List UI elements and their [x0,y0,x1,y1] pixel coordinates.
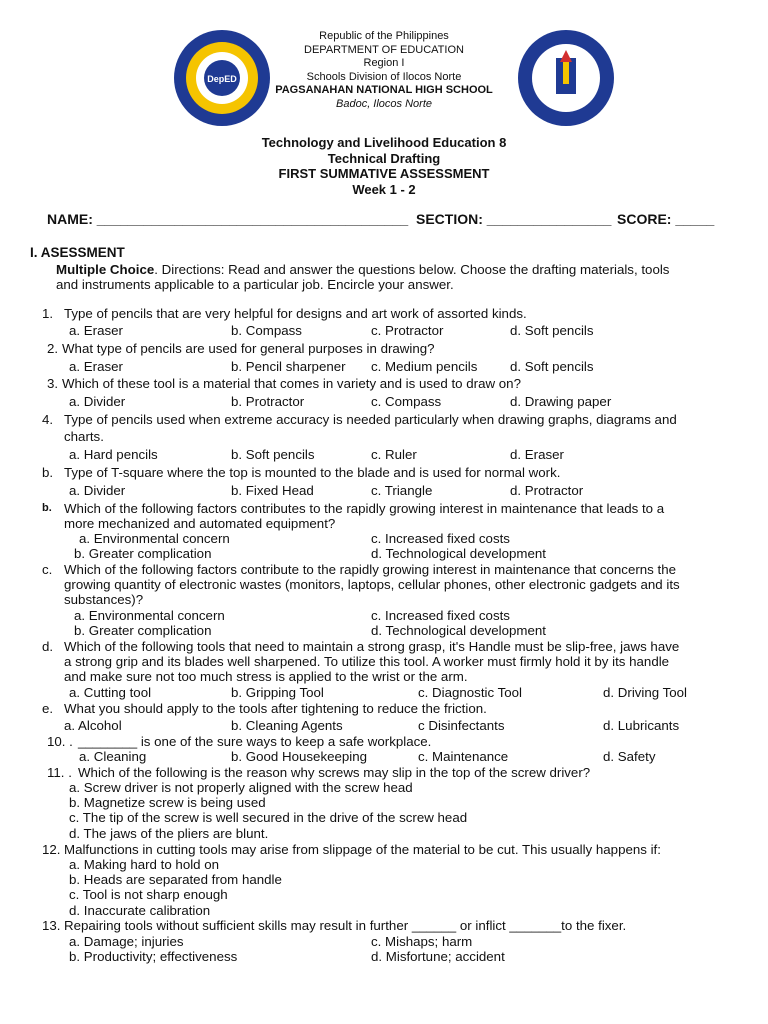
option: a. Divider [69,483,126,498]
directions-line-2: and instruments applicable to a particular job. Encircle your answer. [56,277,454,292]
question-number: b. [42,502,52,514]
letterhead [0,28,768,128]
question-text: Malfunctions in cutting tools may arise from slippage of the material to be cut. This usually happens if: [64,842,661,857]
option: c. Compass [371,394,442,409]
option: d. Safety [603,749,656,764]
directions-line-1 [56,262,669,277]
option: d. The jaws of the pliers are blunt. [69,826,269,841]
subject-title: Technology and Livelihood Education 8 [261,135,507,150]
option: b. Productivity; effectiveness [69,949,238,964]
option: c. Ruler [371,447,417,462]
option: d. Lubricants [603,718,680,733]
department-line: DEPARTMENT OF EDUCATION [304,43,464,56]
question-text: and make sure not too much stress is applied to the wrist or the arm. [64,669,468,684]
question-text: more mechanized and automated equipment? [64,516,336,531]
option: a. Hard pencils [69,447,158,462]
directions-text: . Directions: Read and answer the questions below. Choose the drafting materials, tools [154,262,670,277]
section-field: SECTION: ________________ [416,211,612,227]
week-title: Week 1 - 2 [352,181,416,197]
section-title: I. ASESSMENT [30,245,125,260]
question-text: Type of pencils used when extreme accuracy is needed particularly when drawing graphs, diagrams and [64,412,677,427]
agency-block [0,30,768,112]
option: c. Increased fixed costs [371,608,510,623]
question-number: 12. [42,842,61,857]
score-field: SCORE: _____ [617,211,715,227]
question-text: Type of pencils that are very helpful for designs and art work of assorted kinds. [64,306,527,321]
question-text: growing quantity of electronic wastes (monitors, laptops, cellular phones, other electronic gadgets and its [64,577,680,592]
question-number: 2. [47,341,59,356]
option: b. Pencil sharpener [231,359,346,374]
question-number: 1. [42,306,54,321]
option: a. Environmental concern [79,531,230,546]
option: d. Drawing paper [510,394,612,409]
question-text: ________ is one of the sure ways to keep a safe workplace. [78,734,432,749]
directions-lead: Multiple Choice [56,262,155,277]
question-number: e. [42,701,54,716]
republic-line: Republic of the Philippines [319,30,449,42]
option: a. Damage; injuries [69,934,184,949]
option: b. Gripping Tool [231,685,324,700]
name-field: NAME: ________________________________________ [47,211,409,227]
question-number: 10. . [47,734,73,749]
option: c. Triangle [371,483,433,498]
option: a. Cutting tool [69,685,152,700]
option: c. Mishaps; harm [371,934,473,949]
division-line: Schools Division of Ilocos Norte [306,70,462,83]
question-text: Which of these tool is a material that comes in variety and is used to draw on? [62,376,521,391]
title-block [0,135,768,197]
question-text: What you should apply to the tools after tightening to reduce the friction. [64,701,487,716]
option: d. Eraser [510,447,564,462]
question-text: Repairing tools without sufficient skills may result in further ______ or inflict _______to the fixer. [64,918,627,933]
school-seal-center: DepED [207,74,237,84]
question-number: 13. [42,918,61,933]
option: a. Making hard to hold on [69,857,220,872]
question-text: Which of the following tools that need to maintain a strong grasp, it's Handle must be slip-free, jaws have [64,639,680,654]
question-text: a strong grip and its blades well sharpened. To utilize this tool. A worker must firmly hold it by its handle [64,654,670,669]
option: c. Maintenance [418,749,509,764]
option: b. Greater complication [74,546,212,561]
option: c. Diagnostic Tool [418,685,522,700]
option: b. Soft pencils [231,447,315,462]
option: b. Protractor [231,394,305,409]
option: a. Environmental concern [74,608,225,623]
option: d. Soft pencils [510,359,594,374]
option: d. Misfortune; accident [371,949,505,964]
school-location: Badoc, Ilocos Norte [336,97,432,110]
option: c. Protractor [371,323,444,338]
option: c. Increased fixed costs [371,531,510,546]
option: d. Protractor [510,483,584,498]
option: a. Eraser [69,323,123,338]
school-name: PAGSANAHAN NATIONAL HIGH SCHOOL [275,84,493,97]
question-number: b. [42,465,54,480]
option: c. Medium pencils [371,359,478,374]
option: a. Eraser [69,359,123,374]
option: b. Fixed Head [231,483,314,498]
deped-seal-icon [516,28,616,128]
option: b. Heads are separated from handle [69,872,282,887]
question-number: c. [42,562,53,577]
option: d. Driving Tool [603,685,688,700]
question-number: d. [42,639,54,654]
option: c. The tip of the screw is well secured in the drive of the screw head [69,810,468,825]
option: d. Soft pencils [510,323,594,338]
question-text: substances)? [64,592,144,607]
option: a. Alcohol [64,718,122,733]
option: c Disinfectants [418,718,505,733]
question-number: 3. [47,376,59,391]
option: b. Good Housekeeping [231,749,368,764]
option: b. Magnetize screw is being used [69,795,266,810]
question-text: charts. [64,429,104,444]
option: d. Technological development [371,623,546,638]
option: b. Greater complication [74,623,212,638]
option: c. Tool is not sharp enough [69,887,228,902]
option: d. Inaccurate calibration [69,903,211,918]
option: a. Screw driver is not properly aligned with the screw head [69,780,413,795]
region-line: Region I [363,57,405,70]
question-text: What type of pencils are used for general purposes in drawing? [62,341,435,356]
question-number: 4. [42,412,54,427]
option: b. Compass [231,323,302,338]
question-text: Which of the following factors contribute to the rapidly growing interest in maintenance that concerns the [64,562,676,577]
option: d. Technological development [371,546,546,561]
question-text: Which of the following is the reason why screws may slip in the top of the screw driver? [78,765,591,780]
option: b. Cleaning Agents [231,718,343,733]
option: a. Divider [69,394,126,409]
question-number: 11. . [47,765,72,780]
question-text: Type of T-square where the top is mounted to the blade and is used for normal work. [64,465,561,480]
option: a. Cleaning [79,749,147,764]
assessment-title: FIRST SUMMATIVE ASSESSMENT [278,166,490,181]
course-title: Technical Drafting [327,150,441,166]
question-text: Which of the following factors contributes to the rapidly growing interest in maintenance that leads to a [64,501,665,516]
